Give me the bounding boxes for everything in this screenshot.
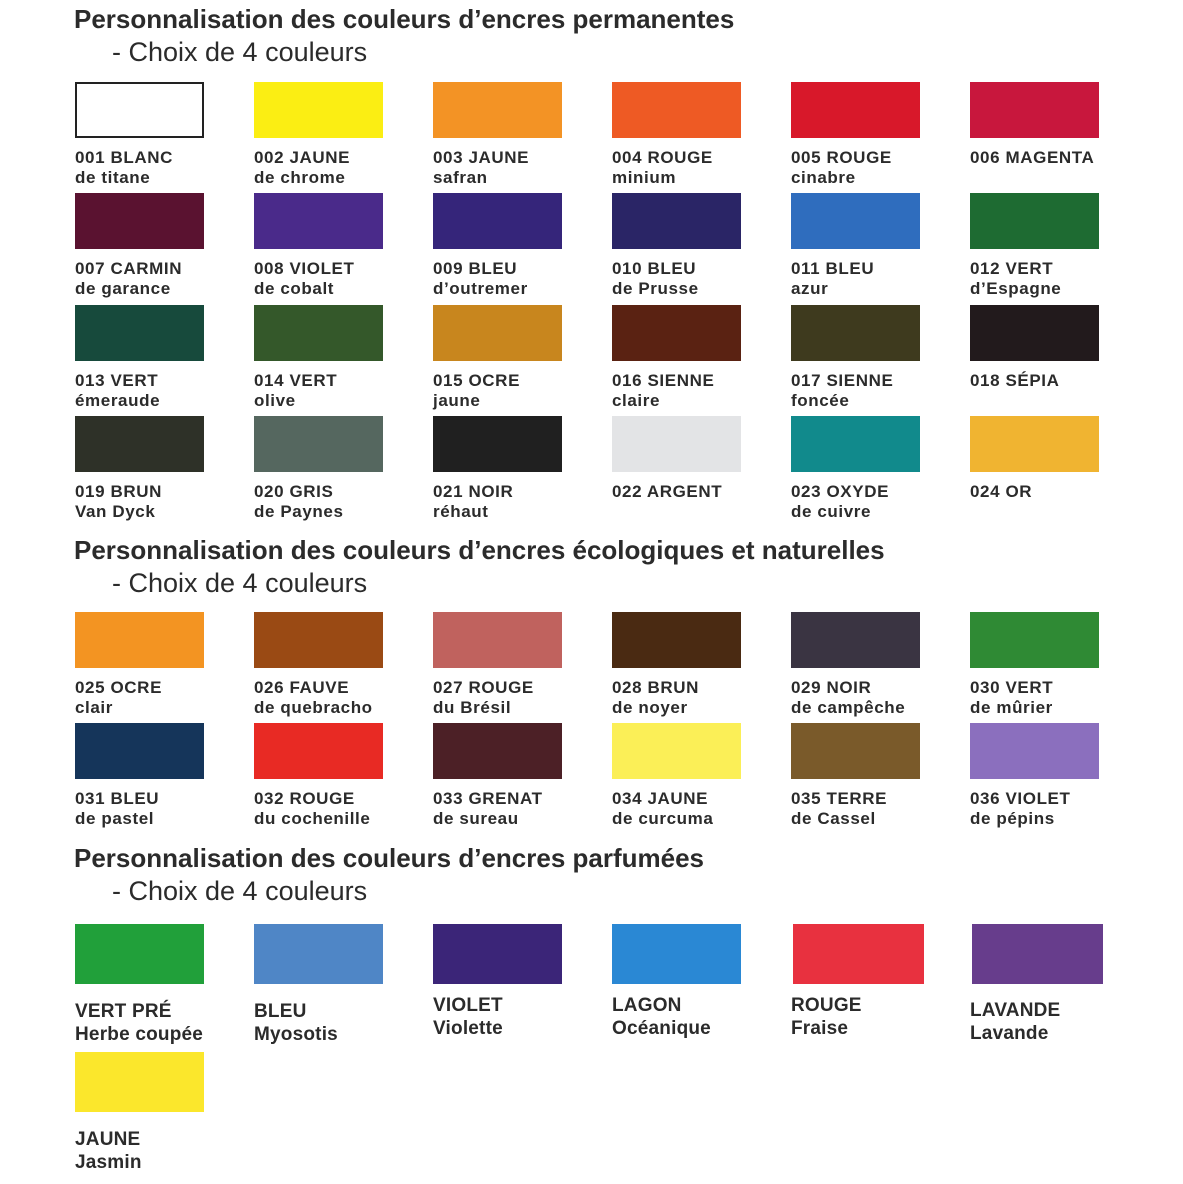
- color-name: émeraude: [75, 391, 161, 410]
- color-swatch: [254, 305, 383, 361]
- color-swatch: [791, 416, 920, 472]
- color-swatch: [612, 924, 741, 984]
- color-code: 029 NOIR: [791, 678, 872, 697]
- color-code: 003 JAUNE: [433, 148, 530, 167]
- section-subtitle: - Choix de 4 couleurs: [112, 876, 368, 906]
- color-swatch: [75, 1052, 204, 1112]
- color-swatch: [254, 924, 383, 984]
- color-code: 036 VIOLET: [970, 789, 1071, 808]
- color-name: d’Espagne: [970, 279, 1062, 298]
- color-name: clair: [75, 698, 113, 717]
- color-swatch: [970, 193, 1099, 249]
- section-title: Personnalisation des couleurs d’encres permanentes: [74, 4, 735, 34]
- color-name: du cochenille: [254, 809, 371, 828]
- color-swatch: [612, 723, 741, 779]
- color-name: Myosotis: [254, 1024, 338, 1045]
- color-code: 030 VERT: [970, 678, 1054, 697]
- color-code: 014 VERT: [254, 371, 338, 390]
- color-name: foncée: [791, 391, 850, 410]
- color-swatch: [433, 924, 562, 984]
- color-swatch: [791, 723, 920, 779]
- color-code: 018 SÉPIA: [970, 371, 1060, 390]
- color-code: 033 GRENAT: [433, 789, 543, 808]
- color-name: de curcuma: [612, 809, 714, 828]
- color-swatch: [612, 305, 741, 361]
- color-swatch: [254, 82, 383, 138]
- color-code: 010 BLEU: [612, 259, 697, 278]
- color-code: 035 TERRE: [791, 789, 888, 808]
- color-name: olive: [254, 391, 296, 410]
- color-name: minium: [612, 168, 677, 187]
- color-name: de titane: [75, 168, 151, 187]
- color-name: Jasmin: [75, 1152, 142, 1173]
- color-swatch: [433, 82, 562, 138]
- color-swatch: [791, 193, 920, 249]
- color-code: 008 VIOLET: [254, 259, 355, 278]
- color-swatch: [75, 924, 204, 984]
- color-code: 005 ROUGE: [791, 148, 892, 167]
- color-code: 015 OCRE: [433, 371, 521, 390]
- color-code: LAVANDE: [970, 1000, 1061, 1021]
- color-name: de Paynes: [254, 502, 344, 521]
- color-code: VIOLET: [433, 995, 503, 1016]
- color-name: réhaut: [433, 502, 489, 521]
- color-swatch: [75, 416, 204, 472]
- color-swatch: [433, 305, 562, 361]
- color-swatch: [433, 416, 562, 472]
- color-code: 026 FAUVE: [254, 678, 350, 697]
- color-code: 025 OCRE: [75, 678, 163, 697]
- color-swatch: [972, 924, 1103, 984]
- color-name: de cuivre: [791, 502, 872, 521]
- color-name: de Cassel: [791, 809, 876, 828]
- color-name: azur: [791, 279, 829, 298]
- color-name: de noyer: [612, 698, 688, 717]
- color-name: de chrome: [254, 168, 346, 187]
- color-swatch: [970, 416, 1099, 472]
- color-code: 032 ROUGE: [254, 789, 355, 808]
- color-swatch: [75, 723, 204, 779]
- color-swatch: [254, 612, 383, 668]
- color-name: de garance: [75, 279, 171, 298]
- color-swatch: [612, 82, 741, 138]
- color-code: 004 ROUGE: [612, 148, 713, 167]
- color-swatch: [791, 612, 920, 668]
- color-name: de pastel: [75, 809, 155, 828]
- color-name: de campêche: [791, 698, 906, 717]
- color-name: de Prusse: [612, 279, 699, 298]
- color-swatch: [791, 305, 920, 361]
- color-swatch: [254, 416, 383, 472]
- section-title: Personnalisation des couleurs d’encres écologiques et naturelles: [74, 535, 885, 565]
- color-name: de cobalt: [254, 279, 335, 298]
- color-code: 002 JAUNE: [254, 148, 351, 167]
- color-code: 016 SIENNE: [612, 371, 715, 390]
- color-swatch: [75, 193, 204, 249]
- color-swatch: [970, 82, 1099, 138]
- color-swatch: [433, 723, 562, 779]
- color-swatch: [433, 612, 562, 668]
- color-code: 006 MAGENTA: [970, 148, 1095, 167]
- color-code: 019 BRUN: [75, 482, 162, 501]
- color-swatch: [254, 723, 383, 779]
- color-swatch: [970, 305, 1099, 361]
- color-name: de quebracho: [254, 698, 373, 717]
- color-code: 022 ARGENT: [612, 482, 723, 501]
- color-name: Lavande: [970, 1023, 1049, 1044]
- color-swatch: [612, 193, 741, 249]
- color-code: 001 BLANC: [75, 148, 173, 167]
- color-code: 009 BLEU: [433, 259, 518, 278]
- color-name: d’outremer: [433, 279, 528, 298]
- section-title: Personnalisation des couleurs d’encres parfumées: [74, 843, 705, 873]
- color-code: 023 OXYDE: [791, 482, 890, 501]
- color-code: 020 GRIS: [254, 482, 334, 501]
- color-name: Fraise: [791, 1018, 849, 1039]
- color-swatch: [254, 193, 383, 249]
- color-name: Van Dyck: [75, 502, 156, 521]
- section-subtitle: - Choix de 4 couleurs: [112, 37, 368, 67]
- color-code: 012 VERT: [970, 259, 1054, 278]
- color-name: du Brésil: [433, 698, 512, 717]
- color-swatch: [970, 723, 1099, 779]
- color-name: jaune: [433, 391, 481, 410]
- color-code: 031 BLEU: [75, 789, 160, 808]
- color-code: 024 OR: [970, 482, 1033, 501]
- color-code: 013 VERT: [75, 371, 159, 390]
- color-name: cinabre: [791, 168, 856, 187]
- color-code: ROUGE: [791, 995, 862, 1016]
- color-code: LAGON: [612, 995, 682, 1016]
- color-code: 034 JAUNE: [612, 789, 709, 808]
- color-swatch: [433, 193, 562, 249]
- section-subtitle: - Choix de 4 couleurs: [112, 568, 368, 598]
- color-code: 017 SIENNE: [791, 371, 894, 390]
- color-name: Océanique: [612, 1018, 711, 1039]
- color-code: 007 CARMIN: [75, 259, 183, 278]
- color-swatch: [75, 305, 204, 361]
- color-code: JAUNE: [75, 1129, 141, 1150]
- color-swatch: [612, 416, 741, 472]
- color-name: de sureau: [433, 809, 519, 828]
- color-name: de pépins: [970, 809, 1055, 828]
- color-name: claire: [612, 391, 661, 410]
- color-name: Violette: [433, 1018, 503, 1039]
- color-swatch: [791, 82, 920, 138]
- color-name: de mûrier: [970, 698, 1053, 717]
- color-swatch: [970, 612, 1099, 668]
- color-swatch: [612, 612, 741, 668]
- color-name: safran: [433, 168, 488, 187]
- color-name: Herbe coupée: [75, 1024, 204, 1045]
- color-code: VERT PRÉ: [75, 1001, 172, 1022]
- color-code: 021 NOIR: [433, 482, 514, 501]
- color-code: 027 ROUGE: [433, 678, 534, 697]
- color-swatch: [75, 612, 204, 668]
- color-swatch: [75, 82, 204, 138]
- color-code: 011 BLEU: [791, 259, 875, 278]
- color-code: BLEU: [254, 1001, 307, 1022]
- color-code: 028 BRUN: [612, 678, 699, 697]
- color-swatch: [793, 924, 924, 984]
